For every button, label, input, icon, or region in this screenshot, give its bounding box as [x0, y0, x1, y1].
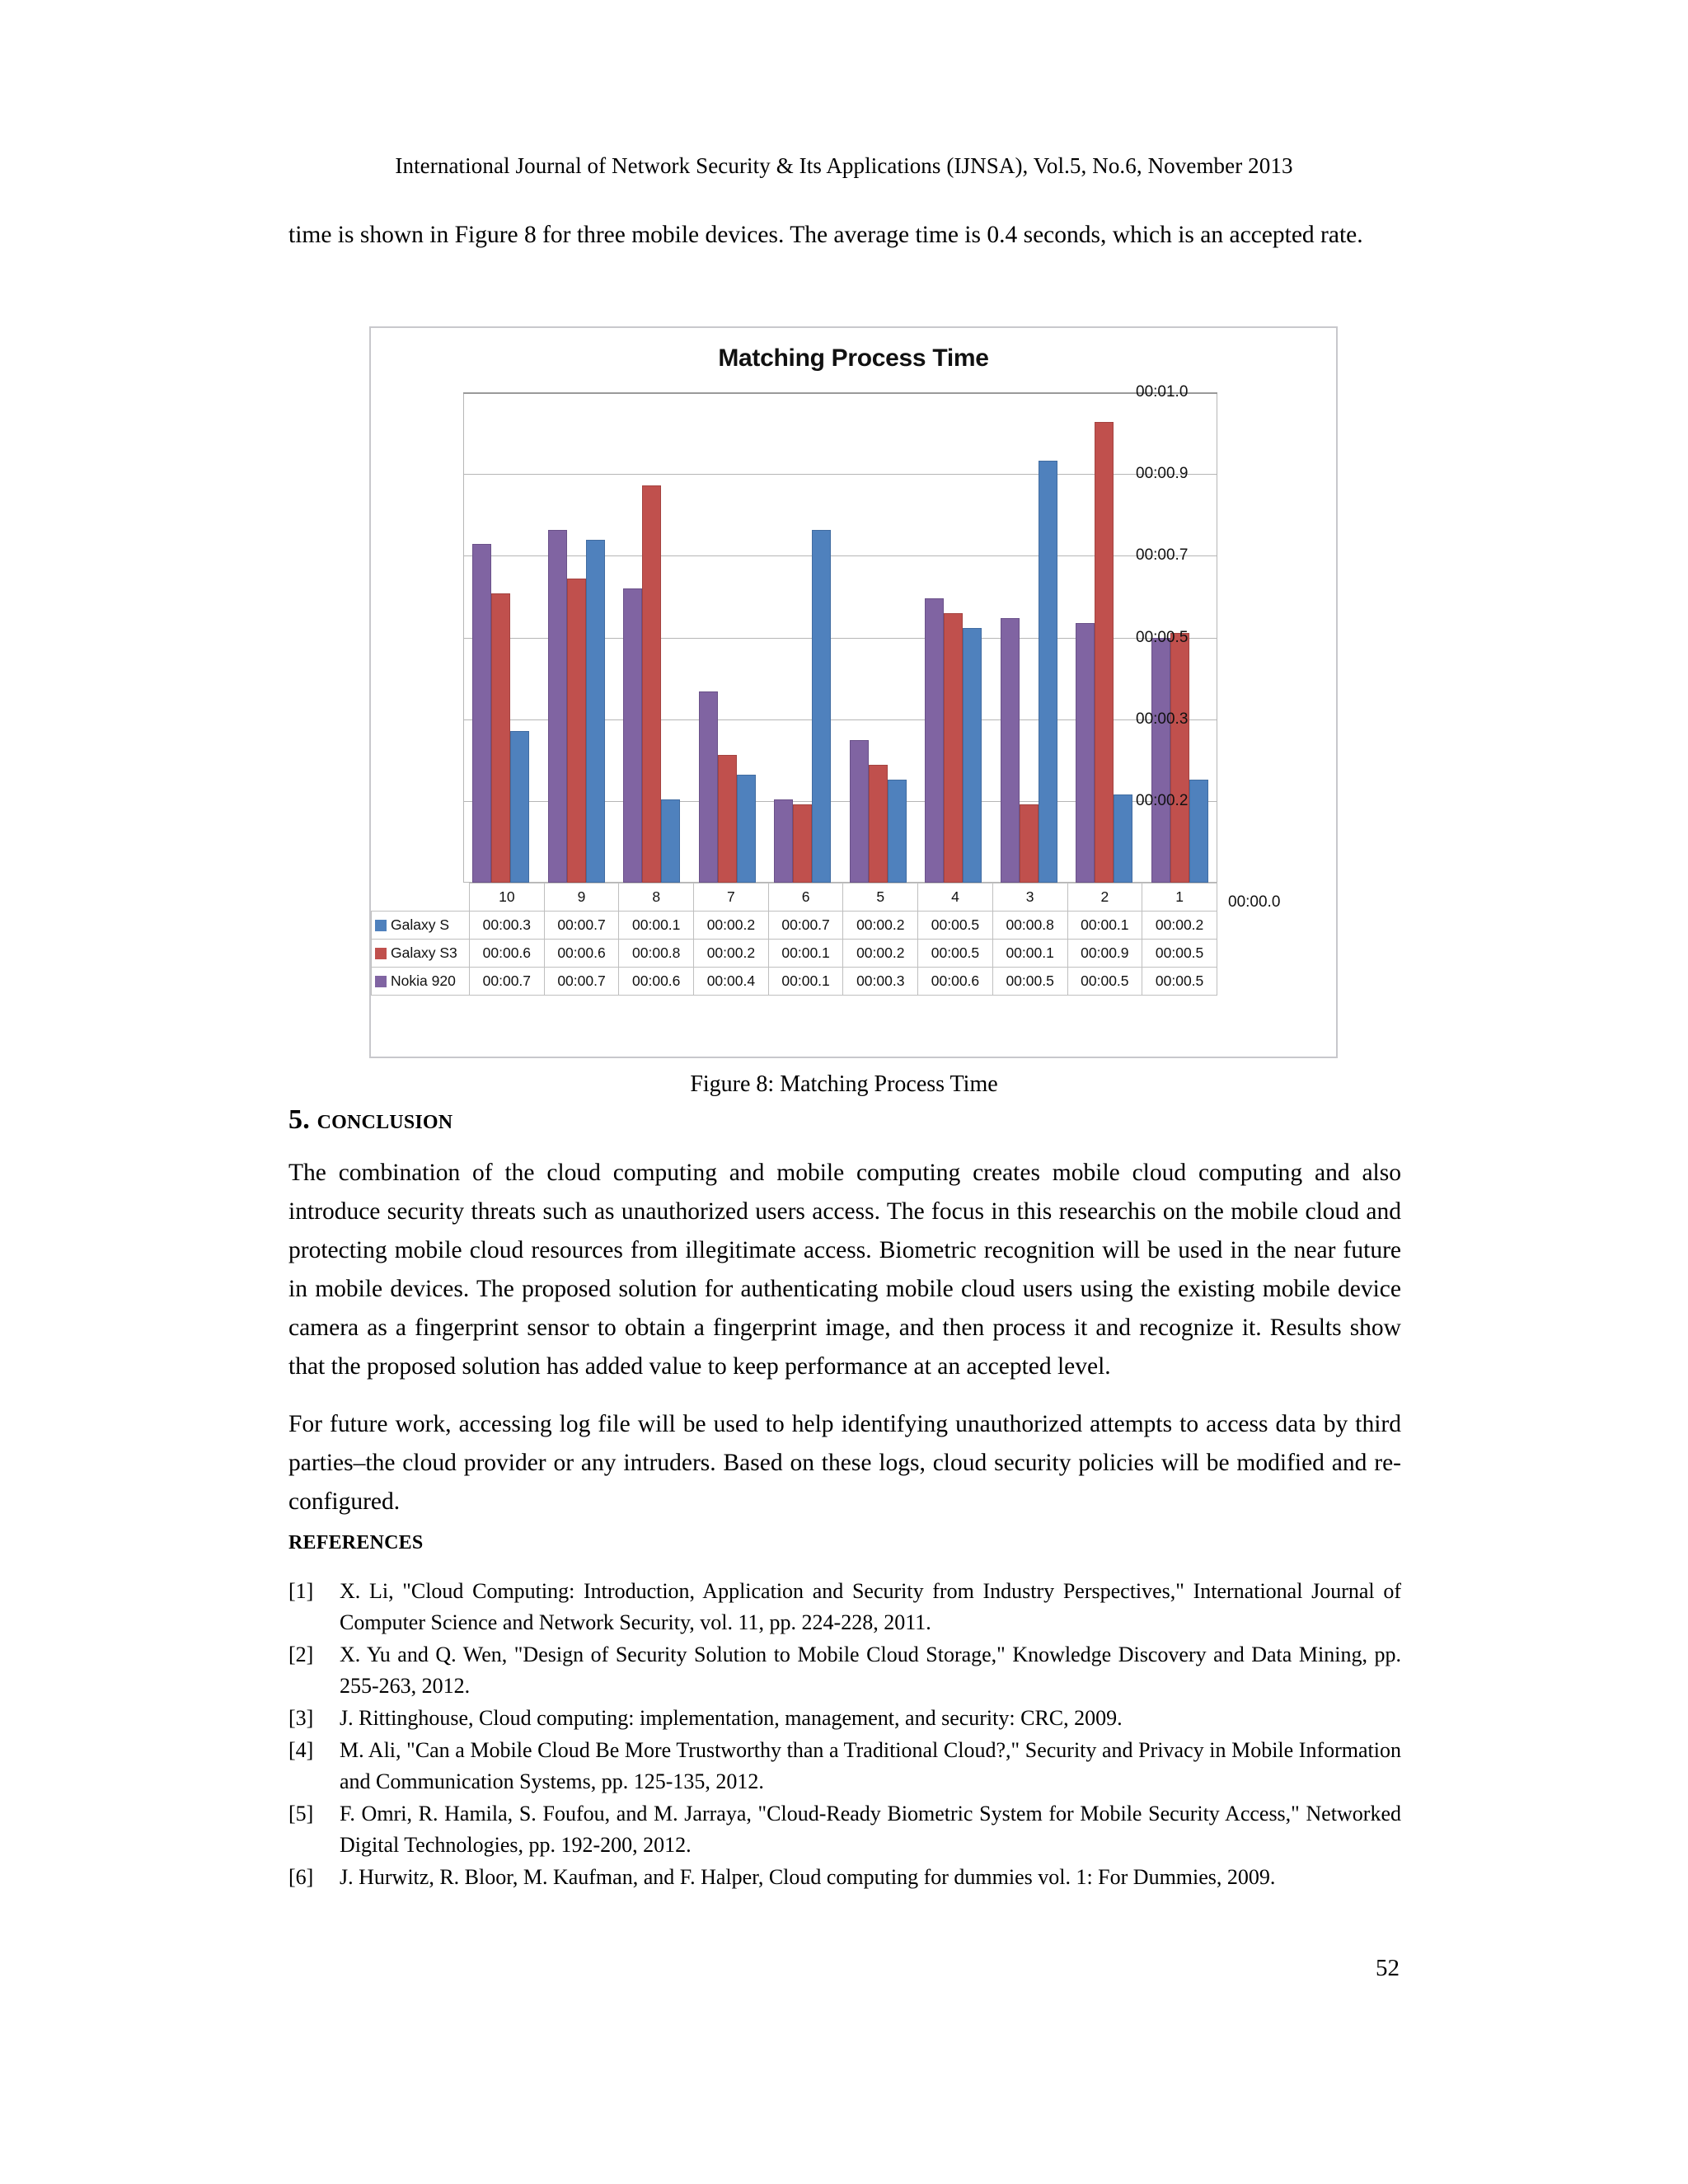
table-column-header: 7 — [694, 883, 769, 912]
bar — [699, 691, 718, 883]
bar-group — [690, 392, 766, 883]
legend-swatch-icon — [375, 976, 387, 987]
conclusion-paragraph-1: The combination of the cloud computing and mobile computing creates mobile cloud computing and also introduce security threats such as unauthorized users access. The focus in this researchis on the mobile cloud and protecting mobile cloud resources from illegitimate access. Biometric recognition will be used in the near future in mobile devices. The proposed solution for authenticating mobile cloud users using the existing mobile device camera as a fingerprint sensor to obtain a fingerprint image, and then process it and recognize it. Results show that the proposed solution has added value to keep performance at an accepted level. — [288, 1160, 1401, 1380]
bar-group — [1067, 392, 1142, 883]
bar — [737, 775, 756, 883]
table-column-header: 4 — [918, 883, 993, 912]
bar-group — [992, 392, 1067, 883]
bar — [1170, 633, 1189, 883]
reference-item — [288, 1798, 1401, 1861]
table-cell: 00:00.1 — [768, 940, 843, 968]
y-axis-zero-tick: 00:00.0 — [1228, 893, 1281, 911]
bar-group — [841, 392, 917, 883]
bar — [963, 628, 982, 883]
chart-title: Matching Process Time — [718, 344, 989, 372]
table-cell: 00:00.7 — [544, 968, 619, 996]
bar — [642, 485, 661, 883]
table-cell: 00:00.1 — [992, 940, 1067, 968]
figure-8-chart — [369, 326, 1338, 1058]
references-heading-text: references — [288, 1525, 424, 1555]
legend-label: Nokia 920 — [391, 972, 456, 989]
bar — [623, 588, 642, 883]
table-column-header: 2 — [1067, 883, 1142, 912]
bar — [491, 593, 510, 883]
y-axis-tick-label: 00:00.2 — [1136, 791, 1189, 809]
table-cell: 00:00.3 — [470, 912, 545, 940]
reference-text: X. Yu and Q. Wen, "Design of Security Solution to Mobile Cloud Storage," Knowledge Discovery and Data Mining, pp. 255-263, 2012. — [340, 1643, 1401, 1698]
bar — [850, 740, 869, 883]
table-cell: 00:00.2 — [694, 940, 769, 968]
legend-swatch-icon — [375, 920, 387, 931]
bar — [1039, 461, 1057, 883]
table-cell: 00:00.2 — [843, 912, 918, 940]
conclusion-heading-number: 5. — [288, 1104, 310, 1135]
table-cell: 00:00.9 — [1067, 940, 1142, 968]
reference-item — [288, 1576, 1401, 1638]
conclusion-heading-text: conclusion — [316, 1104, 453, 1135]
chart-data-table — [371, 883, 1217, 996]
table-corner-cell — [372, 883, 470, 912]
y-axis-tick-label: 00:00.7 — [1136, 546, 1189, 565]
reference-number: [3] — [288, 1706, 314, 1730]
bar — [1095, 422, 1114, 883]
table-cell: 00:00.7 — [768, 912, 843, 940]
references-list — [288, 1576, 1401, 1894]
bar — [944, 613, 963, 883]
bar-group — [916, 392, 992, 883]
y-axis-tick-label: 00:00.3 — [1136, 710, 1189, 728]
table-cell: 00:00.5 — [1142, 968, 1217, 996]
reference-text: X. Li, "Cloud Computing: Introduction, Application and Security from Industry Perspectives," International Journal of Computer Science and Network Security, vol. 11, pp. 224-228, 2011. — [340, 1579, 1401, 1634]
table-cell: 00:00.1 — [1067, 912, 1142, 940]
bar-groups — [463, 392, 1217, 883]
table-cell: 00:00.5 — [918, 940, 993, 968]
bar-group — [463, 392, 539, 883]
intro-paragraph: time is shown in Figure 8 for three mobile devices. The average time is 0.4 seconds, which is an accepted rate. — [288, 222, 1363, 248]
y-axis-tick-label: 00:00.9 — [1136, 465, 1189, 483]
table-cell: 00:00.1 — [768, 968, 843, 996]
table-column-header: 9 — [544, 883, 619, 912]
table-cell: 00:00.6 — [544, 940, 619, 968]
table-column-header: 1 — [1142, 883, 1217, 912]
bar — [586, 540, 605, 883]
table-cell: 00:00.5 — [1142, 940, 1217, 968]
reference-item — [288, 1862, 1401, 1893]
bar — [510, 731, 529, 883]
table-row — [372, 940, 1217, 968]
table-cell: 00:00.6 — [470, 940, 545, 968]
bar — [1076, 623, 1095, 883]
legend-entry — [372, 968, 470, 996]
y-axis-tick-label: 00:01.0 — [1136, 383, 1189, 401]
conclusion-heading — [288, 1104, 452, 1136]
bar — [548, 530, 567, 883]
table-cell: 00:00.2 — [694, 912, 769, 940]
table-column-header: 6 — [768, 883, 843, 912]
reference-number: [6] — [288, 1865, 314, 1889]
conclusion-paragraph-2: For future work, accessing log file will be used to help identifying unauthorized attempts to access data by third parties–the cloud provider or any intruders. Based on these logs, cloud security policies will be modified and re-configured. — [288, 1411, 1401, 1515]
table-cell: 00:00.8 — [619, 940, 694, 968]
y-axis-tick-label: 00:00.5 — [1136, 628, 1189, 646]
intro-paragraph-block — [288, 216, 1401, 255]
bar — [925, 598, 944, 883]
bar — [812, 530, 831, 883]
legend-entry — [372, 940, 470, 968]
bar-group — [539, 392, 615, 883]
conclusion-paragraph-1-block — [288, 1154, 1401, 1386]
table-column-header: 8 — [619, 883, 694, 912]
table-cell: 00:00.2 — [1142, 912, 1217, 940]
bar — [1020, 804, 1039, 883]
table-row — [372, 968, 1217, 996]
table-cell: 00:00.7 — [470, 968, 545, 996]
bar-group — [765, 392, 841, 883]
page-number: 52 — [1376, 1955, 1400, 1981]
bar — [1151, 638, 1170, 883]
reference-number: [1] — [288, 1579, 314, 1603]
legend-entry — [372, 912, 470, 940]
table-row — [372, 912, 1217, 940]
table-column-header: 10 — [470, 883, 545, 912]
conclusion-paragraph-2-block — [288, 1405, 1401, 1521]
table-cell: 00:00.5 — [992, 968, 1067, 996]
table-cell: 00:00.7 — [544, 912, 619, 940]
bar — [661, 799, 680, 883]
table-cell: 00:00.3 — [843, 968, 918, 996]
legend-label: Galaxy S — [391, 916, 449, 933]
references-heading — [288, 1525, 423, 1556]
reference-number: [4] — [288, 1738, 314, 1762]
table-cell: 00:00.2 — [843, 940, 918, 968]
chart-plot-area — [463, 392, 1217, 883]
reference-text: F. Omri, R. Hamila, S. Foufou, and M. Jarraya, "Cloud-Ready Biometric System for Mobile Security Access," Networked Digital Technologies, pp. 192-200, 2012. — [340, 1802, 1401, 1857]
reference-text: M. Ali, "Can a Mobile Cloud Be More Trustworthy than a Traditional Cloud?," Security and Privacy in Mobile Information and Communication Systems, pp. 125-135, 2012. — [340, 1738, 1401, 1793]
bar — [1114, 794, 1132, 883]
reference-item — [288, 1735, 1401, 1797]
running-head: International Journal of Network Security & Its Applications (IJNSA), Vol.5, No.6, November 2013 — [395, 153, 1293, 178]
bar-group — [614, 392, 690, 883]
table-cell: 00:00.5 — [1067, 968, 1142, 996]
bar — [1189, 780, 1208, 883]
bar — [793, 804, 812, 883]
table-cell: 00:00.1 — [619, 912, 694, 940]
legend-swatch-icon — [375, 948, 387, 959]
bar — [774, 799, 793, 883]
table-cell: 00:00.6 — [918, 968, 993, 996]
reference-text: J. Hurwitz, R. Bloor, M. Kaufman, and F. Halper, Cloud computing for dummies vol. 1: For Dummies, 2009. — [340, 1865, 1276, 1889]
reference-text: J. Rittinghouse, Cloud computing: implementation, management, and security: CRC, 2009. — [340, 1706, 1123, 1730]
table-cell: 00:00.6 — [619, 968, 694, 996]
reference-number: [5] — [288, 1802, 314, 1825]
bar — [718, 755, 737, 883]
table-header-row — [372, 883, 1217, 912]
reference-item — [288, 1703, 1401, 1734]
bar — [567, 579, 586, 883]
figure-caption: Figure 8: Matching Process Time — [690, 1071, 998, 1097]
legend-label: Galaxy S3 — [391, 944, 457, 961]
reference-item — [288, 1639, 1401, 1702]
bar — [1001, 618, 1020, 883]
table-cell: 00:00.4 — [694, 968, 769, 996]
table-column-header: 5 — [843, 883, 918, 912]
bar — [472, 544, 491, 883]
bar — [888, 780, 907, 883]
table-cell: 00:00.8 — [992, 912, 1067, 940]
table-column-header: 3 — [992, 883, 1067, 912]
reference-number: [2] — [288, 1643, 314, 1666]
table-cell: 00:00.5 — [918, 912, 993, 940]
bar — [869, 765, 888, 883]
